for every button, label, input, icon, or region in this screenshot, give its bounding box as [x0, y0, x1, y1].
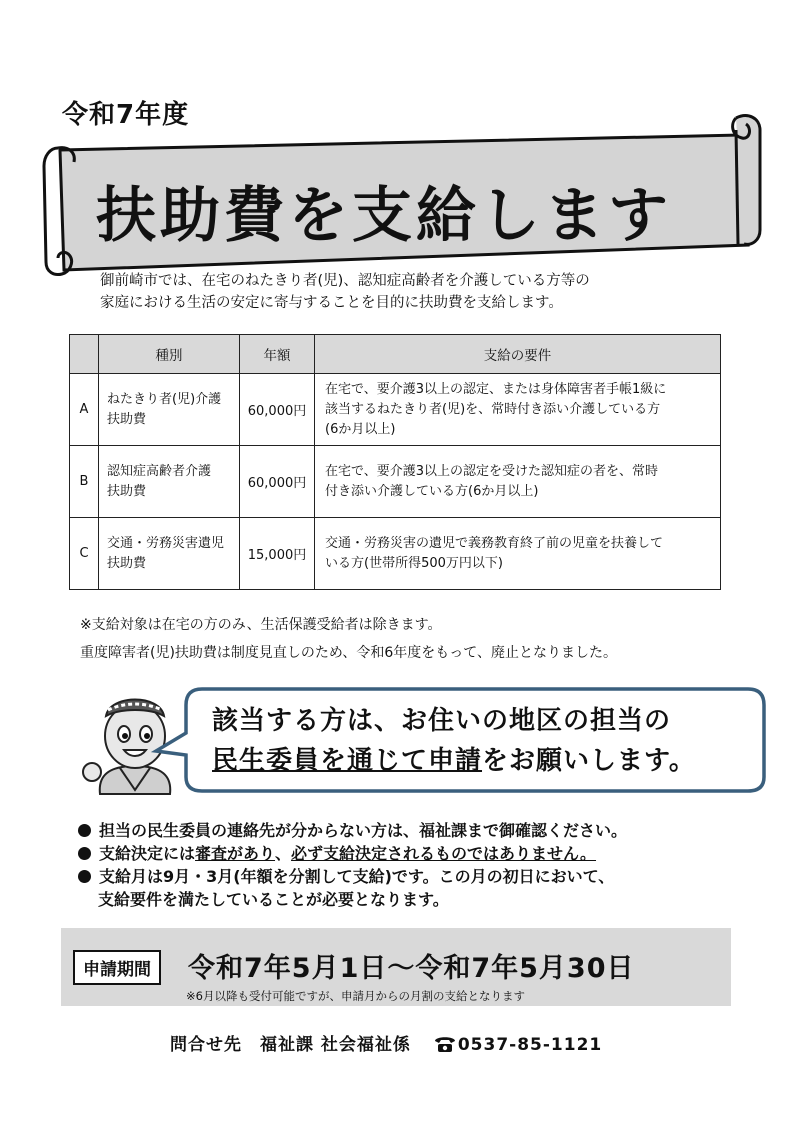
- row-amount: 60,000円: [240, 374, 315, 446]
- header-kind: 種別: [99, 335, 240, 374]
- list-item-continuation: 支給要件を満たしていることが必要となります。: [98, 890, 449, 909]
- header-requirement: 支給の要件: [315, 335, 721, 374]
- apply-via-commissioner: 民生委員を通じて申請: [212, 746, 483, 776]
- row-requirement: 交通・労務災害の遺児で義務教育終了前の児童を扶養して いる方(世帯所得500万円以下): [315, 518, 721, 590]
- list-item: 支給決定には審査があり、必ず支給決定されるものではありません。: [78, 841, 596, 864]
- row-requirement: 在宅で、要介護3以上の認定を受けた認知症の者を、常時 付き添い介護している方(6か月以上): [315, 446, 721, 518]
- bubble-text-line-1: 該当する方は、お住いの地区の担当の: [212, 706, 672, 736]
- allowance-table: [69, 334, 721, 590]
- intro-line-2: 家庭における生活の安定に寄与することを目的に扶助費を支給します。: [100, 295, 563, 311]
- table-header-row: [70, 335, 721, 374]
- row-index: C: [70, 518, 99, 590]
- row-index: A: [70, 374, 99, 446]
- row-kind: 認知症高齢者介護 扶助費: [99, 446, 240, 518]
- header-index: [70, 335, 99, 374]
- table-row: [70, 374, 721, 446]
- application-period-dates: 令和7年5月1日～令和7年5月30日: [188, 953, 635, 984]
- row-requirement: 在宅で、要介護3以上の認定、または身体障害者手帳1級に 該当するねたきり者(児)を、常時付き添い介護している方 (6か月以上): [315, 374, 721, 446]
- intro-line-1: 御前崎市では、在宅のねたきり者(児)、認知症高齢者を介護している方等の: [100, 273, 590, 289]
- table-row: [70, 518, 721, 590]
- bullet-icon: [78, 824, 91, 837]
- abolished-note: 重度障害者(児)扶助費は制度見直しのため、令和6年度をもって、廃止となりました。: [80, 645, 617, 661]
- bullet-icon: [78, 847, 91, 860]
- row-index: B: [70, 446, 99, 518]
- contact-phone: [434, 1035, 602, 1055]
- row-kind: ねたきり者(児)介護 扶助費: [99, 374, 240, 446]
- table-row: [70, 446, 721, 518]
- eligibility-note: ※支給対象は在宅の方のみ、生活保護受給者は除きます。: [80, 617, 442, 633]
- row-amount: 15,000円: [240, 518, 315, 590]
- title-banner-scroll: [0, 0, 794, 300]
- application-period-note: ※6月以降も受付可能ですが、申請月からの月割の支給となります: [186, 989, 525, 1003]
- row-amount: 60,000円: [240, 446, 315, 518]
- intro-text: [100, 270, 720, 314]
- bullet-icon: [78, 870, 91, 883]
- contact-info: [170, 1030, 602, 1055]
- header-amount: 年額: [240, 335, 315, 374]
- phone-icon: [434, 1035, 456, 1053]
- contact-label: 問合せ先 福祉課 社会福祉係: [170, 1035, 411, 1055]
- row-kind: 交通・労務災害遺児 扶助費: [99, 518, 240, 590]
- bubble-text-line-2: 民生委員を通じて申請をお願いします。: [212, 746, 696, 776]
- application-period-label: 申請期間: [73, 950, 161, 985]
- page-title: 扶助費を支給します: [96, 181, 672, 251]
- list-item: 支給月は9月・3月(年額を分割して支給)です。この月の初日において、: [78, 864, 614, 887]
- fiscal-year: 令和7年度: [62, 100, 190, 130]
- list-item: 担当の民生委員の連絡先が分からない方は、福祉課まで御確認ください。: [78, 818, 627, 841]
- phone-number: 0537-85-1121: [457, 1035, 603, 1055]
